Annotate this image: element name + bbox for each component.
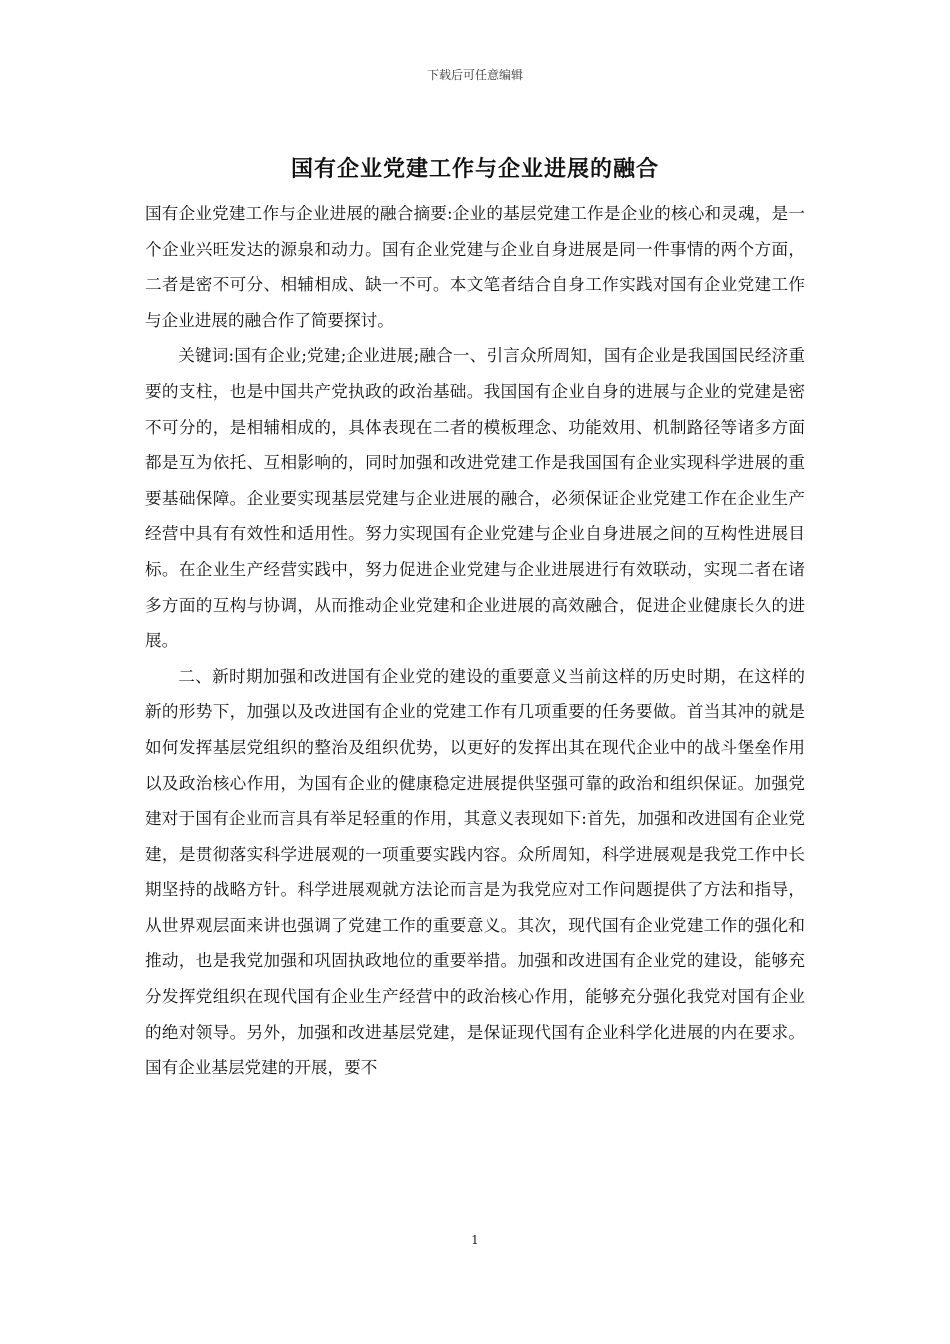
keywords-intro-paragraph: 关键词:国有企业;党建;企业进展;融合一、引言众所周知，国有企业是我国国民经济重要的支柱，也是中国共产党执政的政治基础。我国国有企业自身的进展与企业的党建是密不可分的，是相辅相成的，具体表现在二者的模板理念、功能效用、机制路径等诸多方面都是互为依托、互相影响的，同时加强和改进党建工作是我国国有企业实现科学进展的重要基础保障。企业要实现基层党建与企业进展的融合，必须保证企业党建工作在企业生产经营中具有有效性和适用性。努力实现国有企业党建与企业自身进展之间的互构性进展目标。在企业生产经营实践中，努力促进企业党建与企业进展进行有效联动，实现二者在诸多方面的互构与协调，从而推动企业党建和企业进展的高效融合，促进企业健康长久的进展。 [145,346,805,651]
document-body [145,196,805,1086]
page-header: 下载后可任意编辑 [426,68,523,82]
page-number: 1 [471,1233,479,1247]
abstract-paragraph: 国有企业党建工作与企业进展的融合摘要:企业的基层党建工作是企业的核心和灵魂，是一个企业兴旺发达的源泉和动力。国有企业党建与企业自身进展是同一件事情的两个方面，二者是密不可分、相辅相成、缺一不可。本文笔者结合自身工作实践对国有企业党建工作与企业进展的融合作了简要探讨。 [145,204,805,330]
section-two-paragraph: 二、新时期加强和改进国有企业党的建设的重要意义当前这样的历史时期，在这样的新的形势下，加强以及改进国有企业的党建工作有几项重要的任务要做。首当其冲的就是如何发挥基层党组织的整治及组织优势，以更好的发挥出其在现代企业中的战斗堡垒作用以及政治核心作用，为国有企业的健康稳定进展提供坚强可靠的政治和组织保证。加强党建对于国有企业而言具有举足轻重的作用，其意义表现如下:首先，加强和改进国有企业党建，是贯彻落实科学进展观的一项重要实践内容。众所周知，科学进展观是我党工作中长期坚持的战略方针。科学进展观就方法论而言是为我党应对工作问题提供了方法和指导，从世界观层面来讲也强调了党建工作的重要意义。其次，现代国有企业党建工作的强化和推动，也是我党加强和巩固执政地位的重要举措。加强和改进国有企业党的建设，能够充分发挥党组织在现代国有企业生产经营中的政治核心作用，能够充分强化我党对国有企业的绝对领导。另外，加强和改进基层党建，是保证现代国有企业科学化进展的内在要求。国有企业基层党建的开展，要不 [145,666,805,1078]
document-title: 国有企业党建工作与企业进展的融合 [290,156,659,182]
